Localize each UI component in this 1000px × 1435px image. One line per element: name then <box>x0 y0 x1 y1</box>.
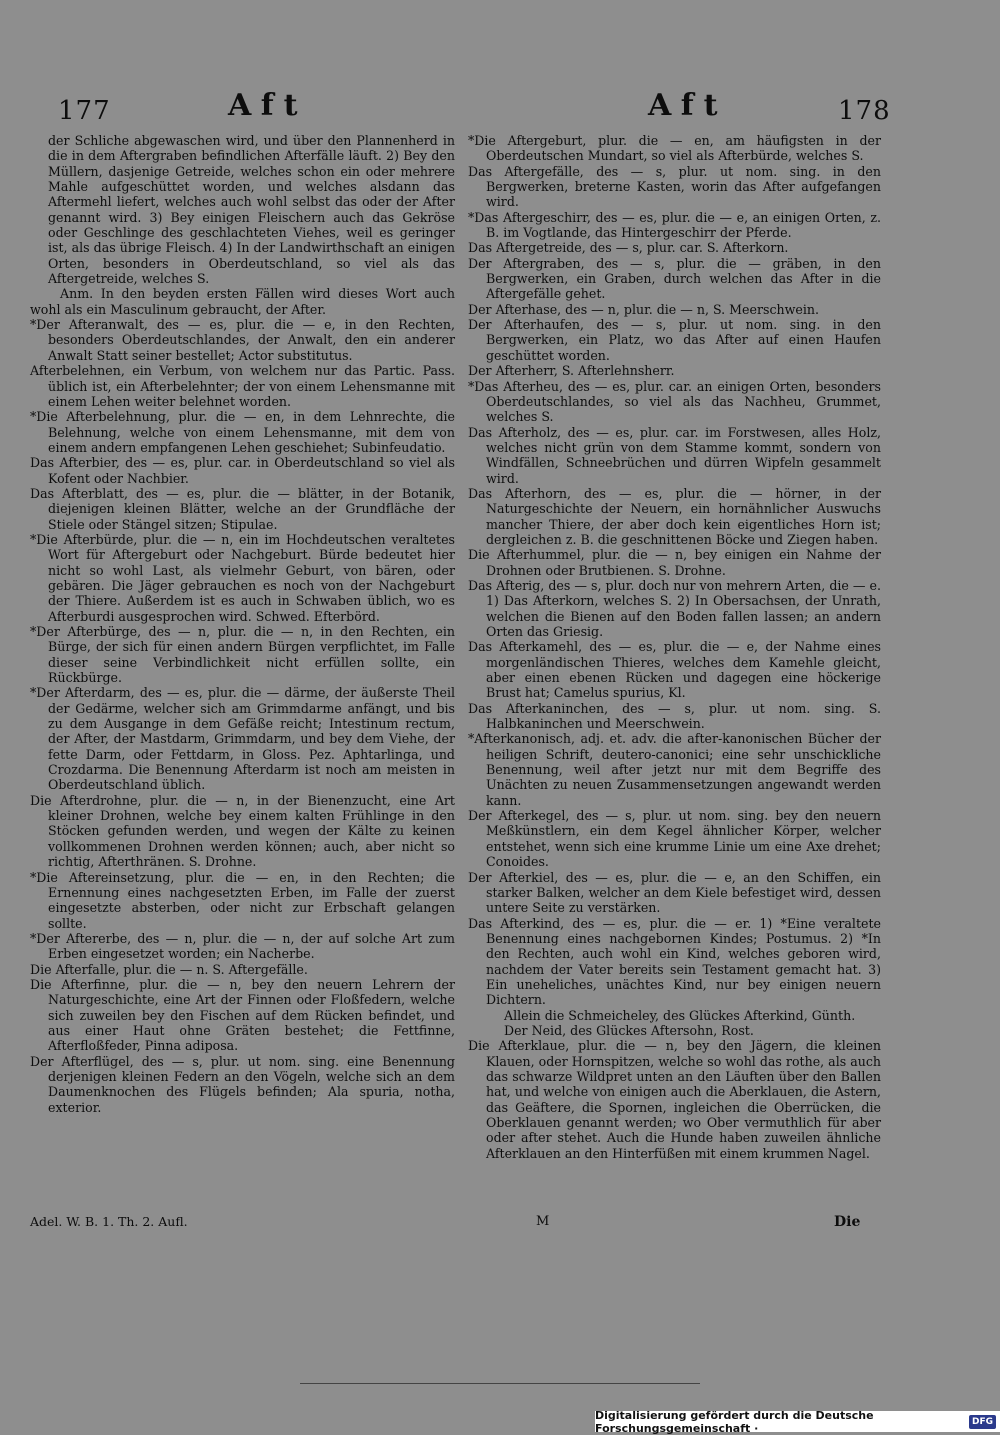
dictionary-entry: Das Afterkind, des — es, plur. die — er. 1) *Eine veraltete Benennung eines nachgebornen Kindes; Postumus. 2) *In den Rechten, auch wohl ein Kind, welches geboren wird, nachdem der Vater bereits sein Testament gemacht hat. 3) Ein uneheliches, unächtes Kind, nur bey einigen neuern Dichtern. <box>468 915 881 1008</box>
dictionary-entry: Das Afterholz, des — es, plur. car. im Forstwesen, alles Holz, welches nicht grün von dem Stamme kommt, sondern von Windfällen, Schneebrüchen und dürren Wipfeln gesammelt wird. <box>468 424 881 486</box>
dictionary-entry: Das Aftergefälle, des — s, plur. ut nom. sing. in den Bergwerken, breterne Kasten, worin das After aufgefangen wird. <box>468 163 881 210</box>
dictionary-entry: Die Afterklaue, plur. die — n, bey den Jägern, die kleinen Klauen, oder Hornspitzen, welche so wohl das rothe, als auch das schwarze Wildpret unten an den Läuften über den Ballen hat, und welche von einigen auch die Aberklauen, die Astern, das Geäftere, die Spornen, ingleichen die Oberrücken, die Oberklauen genannt werden; wo Ober vermuthlich für aber oder after stehet. Auch die Hunde haben zuweilen ähnliche Afterklauen an den Hinterfüßen mit einem krummen Nagel. <box>468 1038 881 1161</box>
dictionary-entry: *Afterkanonisch, adj. et. adv. die after-kanonischen Bücher der heiligen Schrift, deutero-canonici; eine sehr unschickliche Benennung, weil after jetzt nur mit dem Begriffe des Unächten zu neuen Zusammensetzungen angewandt werden kann. <box>468 731 881 808</box>
left-running-head: Aft <box>228 88 308 123</box>
dictionary-entry: Das Aftergetreide, des — s, plur. car. S. Afterkorn. <box>468 240 789 256</box>
dictionary-entry: der Schliche abgewaschen wird, und über den Plannenherd in die in dem Aftergraben befindlichen Afterfälle läuft. 2) Bey den Müllern, dasjenige Getreide, welches schon ein oder mehrere Mahle aufgeschüttet worden, und welches alsdann das Aftermehl liefert, welches auch wohl selbst das oder der After genannt wird. 3) Bey einigen Fleischern auch das Gekröse oder Geschlinge des geschlachteten Viehes, weil es geringer ist, als das übrige Fleisch. 4) In der Landwirthschaft an einigen Orten, besonders in Oberdeutschland, so viel als das Aftergetreide, welches S. <box>48 133 455 287</box>
dfg-logo: DFG <box>969 1415 996 1429</box>
right-column <box>468 133 881 1161</box>
dictionary-entry: *Die Afterbelehnung, plur. die — en, in dem Lehnrechte, die Belehnung, welche von einem Lehensmanne, mit dem von einem andern empfangenen Lehen geschiehet; Subinfeudatio. <box>30 409 455 455</box>
dictionary-entry: Das Afterig, des — s, plur. doch nur von mehrern Arten, die — e. 1) Das Afterkorn, welches S. 2) In Obersachsen, der Unrath, welchen die Bienen auf den Boden fallen lassen; an andern Orten das Griesig. <box>468 577 881 639</box>
dictionary-entry: *Der Aftererbe, des — n, plur. die — n, der auf solche Art zum Erben eingesetzet worden; ein Nacherbe. <box>30 930 455 962</box>
dictionary-entry: Das Afterkamehl, des — es, plur. die — e, der Nahme eines morgenländischen Thieres, welches dem Kamehle gleicht, aber einen ebenen Rücken und dagegen eine höckerige Brust hat; Camelus spurius, Kl. <box>468 639 881 701</box>
digitization-notice-bar <box>595 1408 1000 1435</box>
dictionary-entry: *Das Aftergeschirr, des — es, plur. die — e, an einigen Orten, z. B. im Vogtlande, das Hintergeschirr der Pferde. <box>468 209 881 241</box>
signature-line: Adel. W. B. 1. Th. 2. Aufl. <box>30 1214 188 1229</box>
dictionary-entry: Die Afterhummel, plur. die — n, bey einigen ein Nahme der Drohnen oder Brutbienen. S. Drohne. <box>468 547 881 578</box>
dictionary-entry: *Der Afterdarm, des — es, plur. die — därme, der äußerste Theil der Gedärme, welcher sich am Grimmdarme anfängt, und bis zu dem Ausgange in dem Gefäße reicht; Intestinum rectum, der After, der Mastdarm, Grimmdarm, und bey dem Viehe, der fette Darm, oder Fettdarm, in Gloss. Pez. Aphtarlinga, und Crozdarma. Die Benennung Afterdarm ist noch am meisten in Oberdeutschland üblich. <box>30 685 455 793</box>
right-running-head: Aft <box>648 88 728 123</box>
dictionary-entry: Der Afterhase, des — n, plur. die — n, S. Meerschwein. <box>468 301 819 317</box>
dictionary-entry: Der Afterkiel, des — es, plur. die — e, an den Schiffen, ein starker Balken, welcher an dem Kiele befestiget wird, dessen untere Seite zu verstärken. <box>468 869 881 916</box>
dictionary-entry: *Der Afteranwalt, des — es, plur. die — e, in den Rechten, besonders Oberdeutschlandes, der Anwalt, den ein anderer Anwalt Statt seiner bestellet; Actor substitutus. <box>30 317 455 363</box>
dictionary-entry: Das Afterblatt, des — es, plur. die — blätter, in der Botanik, diejenigen kleinen Blätter, welche an der Grundfläche der Stiele oder Stängel sitzen; Stipulae. <box>30 485 455 532</box>
dictionary-entry: Der Afterherr, S. Afterlehnsherr. <box>468 363 675 379</box>
sheet-mark: M <box>536 1214 550 1229</box>
left-column <box>30 133 455 1115</box>
dictionary-entry: Der Afterhaufen, des — s, plur. ut nom. sing. in den Bergwerken, ein Platz, wo das After auf einen Haufen geschüttet worden. <box>468 317 881 363</box>
dictionary-entry: Die Afterfalle, plur. die — n. S. Aftergefälle. <box>30 961 308 977</box>
dictionary-entry: Die Afterfinne, plur. die — n, bey den neuern Lehrern der Naturgeschichte, eine Art der Finnen oder Floßfedern, welche sich zuweilen bey den Fischen auf dem Rücken befindet, und aus einer Haut ohne Gräten bestehet; die Fettfinne, Afterfloßfeder, Pinna adiposa. <box>30 976 455 1054</box>
dictionary-entry: Das Afterbier, des — es, plur. car. in Oberdeutschland so viel als Kofent oder Nachbier. <box>30 455 455 486</box>
dictionary-entry: *Der Afterbürge, des — n, plur. die — n, in den Rechten, ein Bürge, der sich für einen andern Bürgen verpflichtet, im Falle dieser seine Verbindlichkeit nicht erfüllen sollte, ein Rückbürge. <box>30 624 455 686</box>
digitization-notice-text: Digitalisierung gefördert durch die Deutsche Forschungsgemeinschaft · <box>595 1408 874 1435</box>
quotation-line: Allein die Schmeicheley, des Glückes Afterkind, Günth. <box>504 1007 856 1023</box>
dictionary-entry: *Die Aftereinsetzung, plur. die — en, in den Rechten; die Ernennung eines nachgesetzten Erben, im Falle der zuerst eingesetzte absterben, oder nicht zur Erbschaft gelangen sollte. <box>30 869 455 931</box>
dictionary-entry: *Die Aftergeburt, plur. die — en, am häufigsten in der Oberdeutschen Mundart, so viel als Afterbürde, welches S. <box>468 133 881 164</box>
dictionary-entry: Das Afterkaninchen, des — s, plur. ut nom. sing. S. Halbkaninchen und Meerschwein. <box>468 700 881 732</box>
quotation-line: Der Neid, des Glückes Aftersohn, Rost. <box>504 1022 754 1038</box>
dictionary-entry: Das Afterhorn, des — es, plur. die — hörner, in der Naturgeschichte der Neuern, ein hornähnlicher Auswuchs mancher Thiere, der aber doch kein eigentliches Horn ist; dergleichen z. B. die geschnittenen Böcke und Ziegen haben. <box>468 485 881 547</box>
catchword: Die <box>834 1214 861 1230</box>
dictionary-entry: *Das Afterheu, des — es, plur. car. an einigen Orten, besonders Oberdeutschlandes, so viel als das Nachheu, Grummet, welches S. <box>468 378 881 425</box>
dictionary-entry: Der Afterkegel, des — s, plur. ut nom. sing. bey den neuern Meßkünstlern, ein dem Kegel ähnlicher Körper, welcher entstehet, wenn sich eine krumme Linie um eine Axe drehet; Conoides. <box>468 808 881 870</box>
dictionary-entry: Die Afterdrohne, plur. die — n, in der Bienenzucht, eine Art kleiner Drohnen, welche bey einem kalten Frühlinge in den Stöcken gefunden werden, und wegen der Kälte zu keinen vollkommenen Drohnen werden können; auch, aber nicht so richtig, Afterthränen. S. Drohne. <box>30 792 455 870</box>
dictionary-entry: Der Afterflügel, des — s, plur. ut nom. sing. eine Benennung derjenigen kleinen Federn an den Vögeln, welche sich an dem Daumenknochen des Flügels befinden; Ala spuria, notha, exterior. <box>30 1053 455 1115</box>
annotation-note: Anm. In den beyden ersten Fällen wird dieses Wort auch wohl als ein Masculinum gebraucht, der After. <box>30 286 455 317</box>
dictionary-entry: Der Aftergraben, des — s, plur. die — gräben, in den Bergwerken, ein Graben, durch welchen das After in die Aftergefälle gehet. <box>468 255 881 302</box>
bottom-rule <box>300 1383 700 1384</box>
dictionary-entry: Afterbelehnen, ein Verbum, von welchem nur das Partic. Pass. üblich ist, ein Afterbelehnter; der von einem Lehensmanne mit einem Lehen weiter belehnet worden. <box>30 363 455 409</box>
left-page-number: 177 <box>58 96 111 126</box>
right-page-number: 178 <box>838 96 891 126</box>
dictionary-entry: *Die Afterbürde, plur. die — n, ein im Hochdeutschen veraltetes Wort für Aftergeburt oder Nachgeburt. Bürde bedeutet hier nicht so wohl Last, als vielmehr Geburt, von bären, oder gebären. Die Jäger gebrauchen es noch von der Nachgeburt der Thiere. Außerdem ist es auch in Schwaben üblich, wo es Afterburdi ausgesprochen wird. Schwed. Efterbörd. <box>30 531 455 624</box>
